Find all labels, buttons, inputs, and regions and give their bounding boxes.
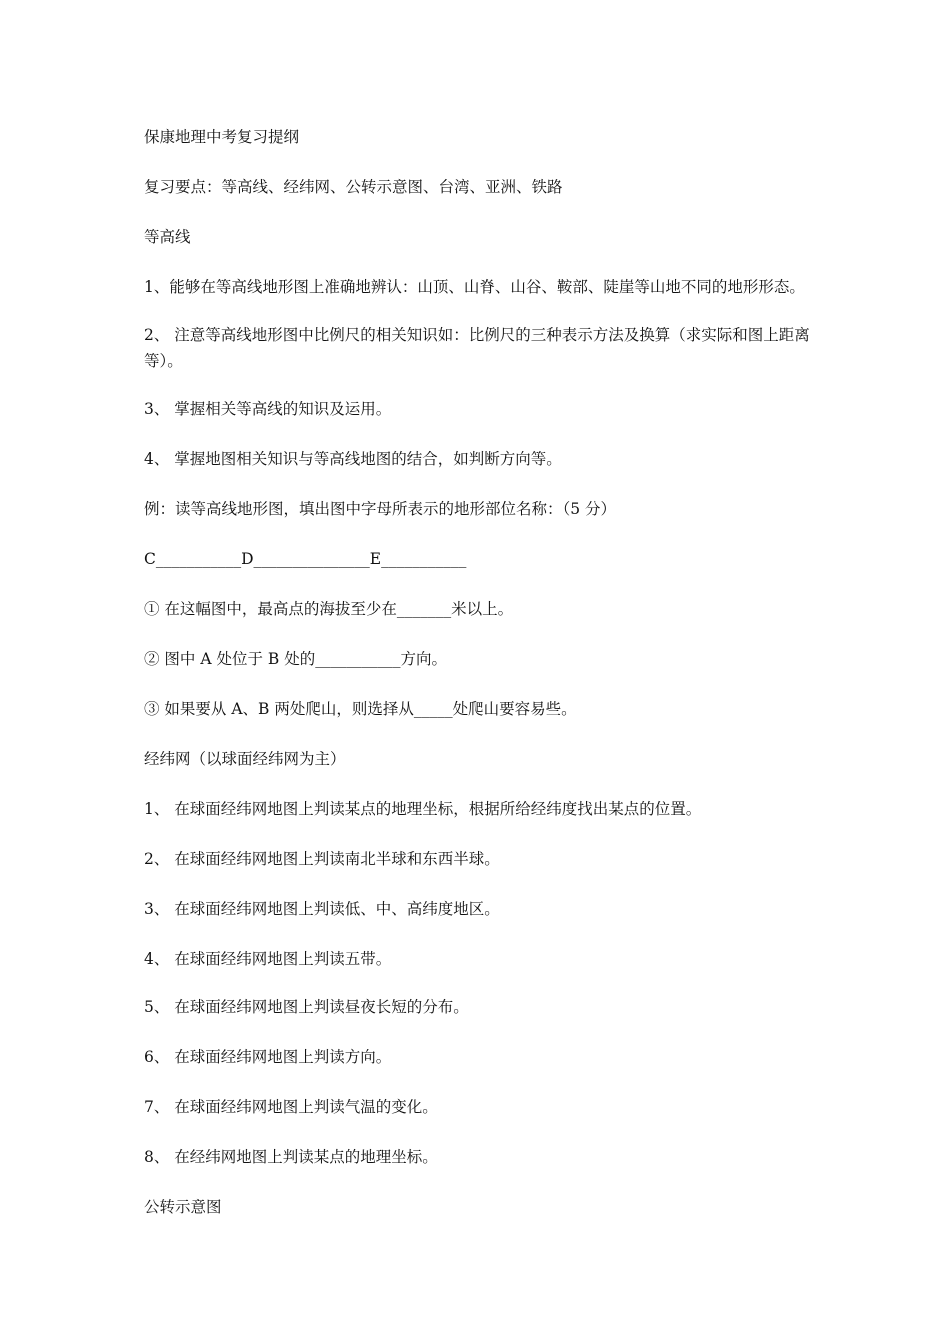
graticule-item-8: 8、 在经纬网地图上判读某点的地理坐标。 [144,1148,438,1166]
graticule-item-7: 7、 在球面经纬网地图上判读气温的变化。 [144,1098,438,1116]
graticule-item-2: 2、 在球面经纬网地图上判读南北半球和东西半球。 [144,850,500,868]
section-heading-graticule: 经纬网（以球面经纬网为主） [144,750,346,768]
graticule-item-4: 4、 在球面经纬网地图上判读五带。 [144,950,392,968]
graticule-item-1: 1、 在球面经纬网地图上判读某点的地理坐标，根据所给经纬度找出某点的位置。 [144,800,702,818]
graticule-item-3: 3、 在球面经纬网地图上判读低、中、高纬度地区。 [144,900,500,918]
document-title: 保康地理中考复习提纲 [144,128,300,146]
contour-item-3: 3、 掌握相关等高线的知识及运用。 [144,400,392,418]
section-heading-revolution: 公转示意图 [144,1198,222,1216]
section-heading-contour: 等高线 [144,228,191,246]
key-points: 复习要点：等高线、经纬网、公转示意图、台湾、亚洲、铁路 [144,178,563,196]
contour-question-2: ② 图中 A 处位于 B 处的___________方向。 [144,650,447,668]
graticule-item-5: 5、 在球面经纬网地图上判读昼夜长短的分布。 [144,998,469,1016]
contour-item-2: 2、 注意等高线地形图中比例尺的相关知识如：比例尺的三种表示方法及换算（求实际和图上距离等）。 [144,326,810,370]
contour-question-1: ① 在这幅图中，最高点的海拔至少在_______米以上。 [144,600,514,618]
contour-question-3: ③ 如果要从 A、B 两处爬山，则选择从_____处爬山要容易些。 [144,700,577,718]
contour-example: 例：读等高线地形图，填出图中字母所表示的地形部位名称：（5 分） [144,500,617,518]
graticule-item-6: 6、 在球面经纬网地图上判读方向。 [144,1048,392,1066]
contour-item-4: 4、 掌握地图相关知识与等高线地图的结合，如判断方向等。 [144,450,562,468]
contour-item-1: 1、能够在等高线地形图上准确地辨认：山顶、山脊、山谷、鞍部、陡崖等山地不同的地形形态。 [144,278,805,296]
contour-blanks: C___________D_______________E___________ [144,550,467,568]
